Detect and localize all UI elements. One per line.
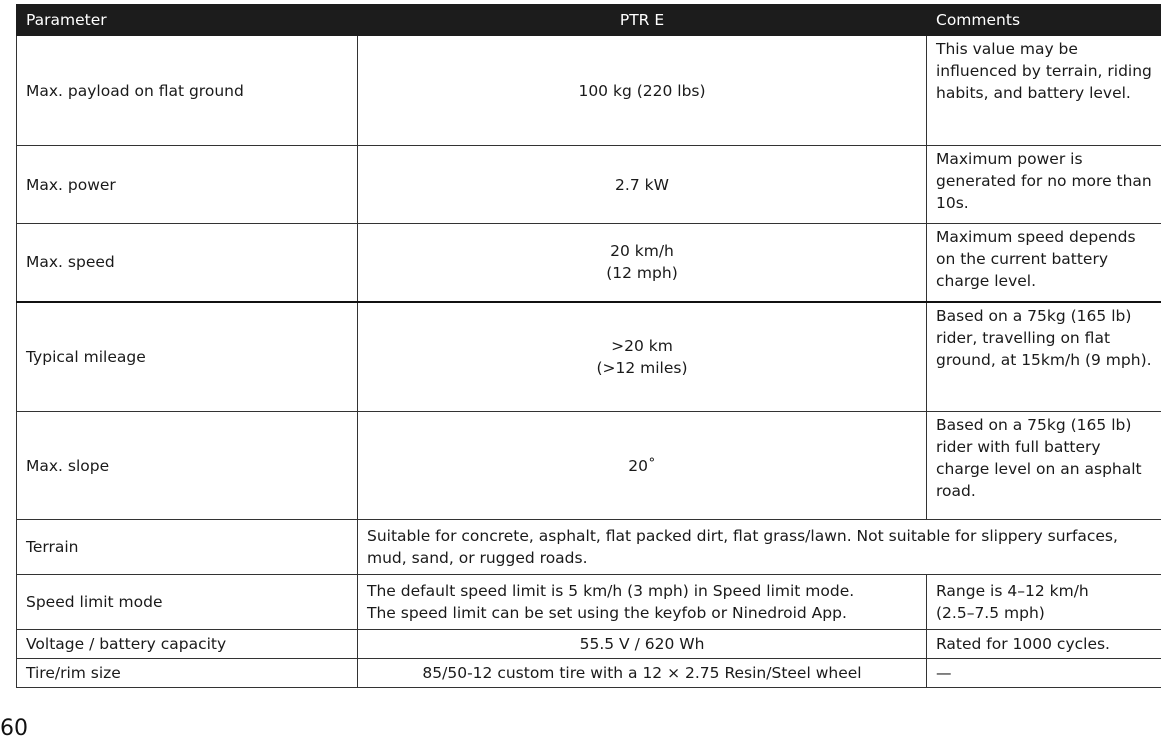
comment-line: Range is 4–12 km/h xyxy=(936,582,1089,600)
row-parameter: Max. payload on flat ground xyxy=(17,36,358,146)
row-comment: Rated for 1000 cycles. xyxy=(927,630,1161,659)
row-value: 85/50-12 custom tire with a 12 × 2.75 Resin/Steel wheel xyxy=(358,659,927,688)
row-parameter: Speed limit mode xyxy=(17,575,358,630)
row-value: 55.5 V / 620 Wh xyxy=(358,630,927,659)
spec-table xyxy=(16,4,1161,688)
row-value: 20˚ xyxy=(358,412,927,520)
value-line: >20 km xyxy=(611,336,673,355)
row-value xyxy=(358,575,927,630)
value-line: (>12 miles) xyxy=(596,358,688,377)
header-product: PTR E xyxy=(358,5,927,36)
row-value: Suitable for concrete, asphalt, flat packed dirt, flat grass/lawn. Not suitable for slippery surfaces, mud, sand, or rugged roads. xyxy=(358,520,1161,575)
row-comment: Maximum speed depends on the current battery charge level. xyxy=(927,224,1161,302)
row-parameter: Terrain xyxy=(17,520,358,575)
header-comments: Comments xyxy=(927,5,1161,36)
row-parameter: Voltage / battery capacity xyxy=(17,630,358,659)
table-row xyxy=(17,412,1161,520)
row-comment: Maximum power is generated for no more than 10s. xyxy=(927,146,1161,224)
value-line: The speed limit can be set using the keyfob or Ninedroid App. xyxy=(367,604,847,622)
row-comment xyxy=(927,575,1161,630)
header-row xyxy=(17,5,1161,36)
row-comment: — xyxy=(927,659,1161,688)
table-row xyxy=(17,224,1161,302)
table-row xyxy=(17,146,1161,224)
row-comment: This value may be influenced by terrain, riding habits, and battery level. xyxy=(927,36,1161,146)
row-comment: Based on a 75kg (165 lb) rider with full battery charge level on an asphalt road. xyxy=(927,412,1161,520)
row-value xyxy=(358,302,927,412)
comment-line: (2.5–7.5 mph) xyxy=(936,604,1045,622)
row-value: 100 kg (220 lbs) xyxy=(358,36,927,146)
header-parameter: Parameter xyxy=(17,5,358,36)
row-parameter: Typical mileage xyxy=(17,302,358,412)
row-parameter: Max. speed xyxy=(17,224,358,302)
row-parameter: Max. slope xyxy=(17,412,358,520)
table-row xyxy=(17,302,1161,412)
row-parameter: Tire/rim size xyxy=(17,659,358,688)
table-row xyxy=(17,520,1161,575)
row-value xyxy=(358,224,927,302)
row-comment: Based on a 75kg (165 lb) rider, travelling on flat ground, at 15km/h (9 mph). xyxy=(927,302,1161,412)
table-row xyxy=(17,659,1161,688)
page-number: 60 xyxy=(0,716,28,741)
row-parameter: Max. power xyxy=(17,146,358,224)
table-row xyxy=(17,36,1161,146)
value-line: The default speed limit is 5 km/h (3 mph) in Speed limit mode. xyxy=(367,582,855,600)
row-value: 2.7 kW xyxy=(358,146,927,224)
value-line: (12 mph) xyxy=(606,264,678,283)
table-row xyxy=(17,630,1161,659)
value-line: 20 km/h xyxy=(610,242,674,261)
table-row xyxy=(17,575,1161,630)
